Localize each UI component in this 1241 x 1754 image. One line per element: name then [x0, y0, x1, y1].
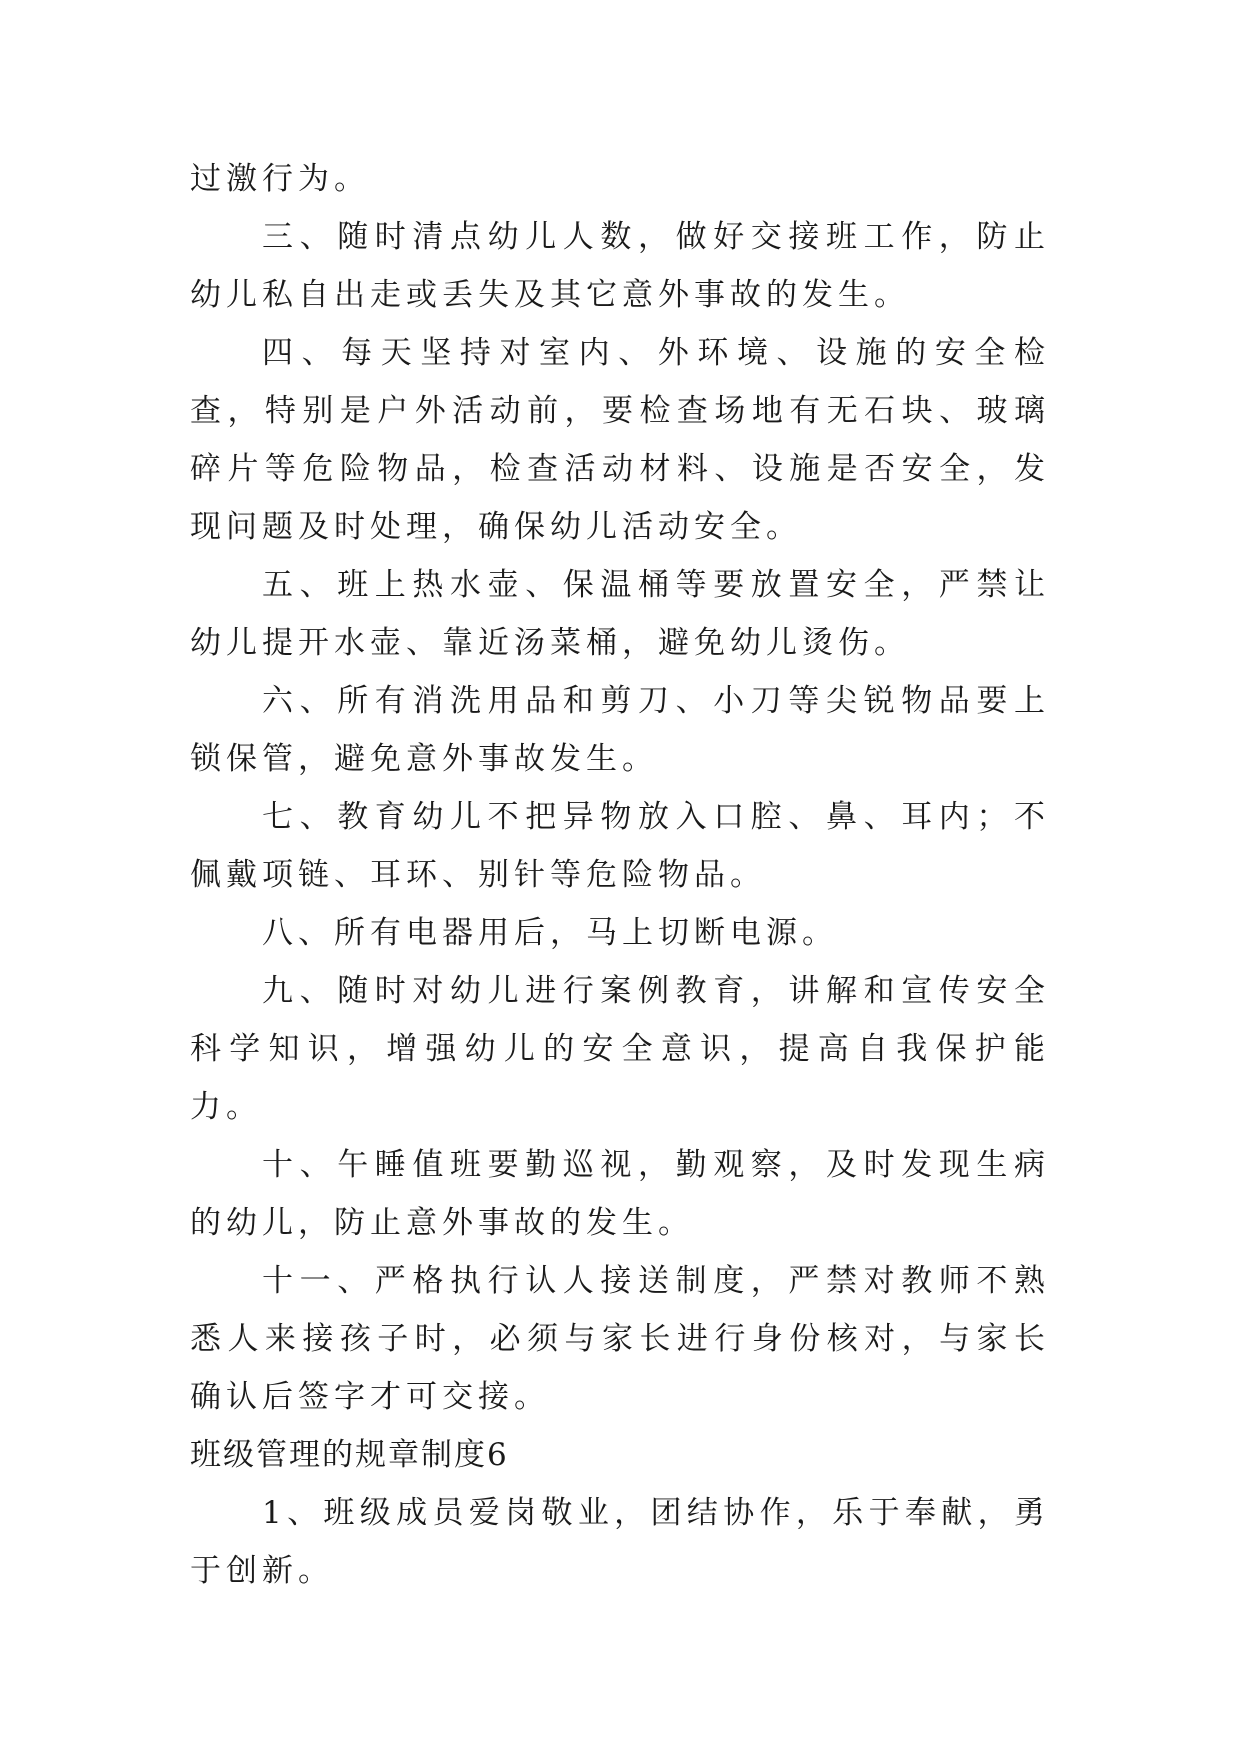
paragraph: 四、每天坚持对室内、外环境、设施的安全检查，特别是户外活动前，要检查场地有无石块、玻璃碎片等危险物品，检查活动材料、设施是否安全，发现问题及时处理，确保幼儿活动安全。	[190, 335, 1050, 545]
paragraph: 三、随时清点幼儿人数，做好交接班工作，防止幼儿私自出走或丢失及其它意外事故的发生。	[190, 219, 1050, 313]
document-page	[190, 150, 1050, 1600]
paragraph: 五、班上热水壶、保温桶等要放置安全，严禁让幼儿提开水壶、靠近汤菜桶，避免幼儿烫伤。	[190, 567, 1050, 661]
section-heading: 班级管理的规章制度6	[190, 1437, 509, 1473]
paragraph: 十一、严格执行认人接送制度，严禁对教师不熟悉人来接孩子时，必须与家长进行身份核对，与家长确认后签字才可交接。	[190, 1263, 1050, 1415]
paragraph: 九、随时对幼儿进行案例教育，讲解和宣传安全科学知识，增强幼儿的安全意识，提高自我保护能力。	[190, 973, 1050, 1125]
paragraph: 七、教育幼儿不把异物放入口腔、鼻、耳内；不佩戴项链、耳环、别针等危险物品。	[190, 799, 1050, 893]
paragraph: 十、午睡值班要勤巡视，勤观察，及时发现生病的幼儿，防止意外事故的发生。	[190, 1147, 1050, 1241]
paragraph: 1、班级成员爱岗敬业，团结协作，乐于奉献，勇于创新。	[190, 1495, 1050, 1589]
paragraph: 六、所有消洗用品和剪刀、小刀等尖锐物品要上锁保管，避免意外事故发生。	[190, 683, 1050, 777]
paragraph: 八、所有电器用后，马上切断电源。	[262, 915, 838, 951]
paragraph: 过激行为。	[190, 161, 370, 197]
